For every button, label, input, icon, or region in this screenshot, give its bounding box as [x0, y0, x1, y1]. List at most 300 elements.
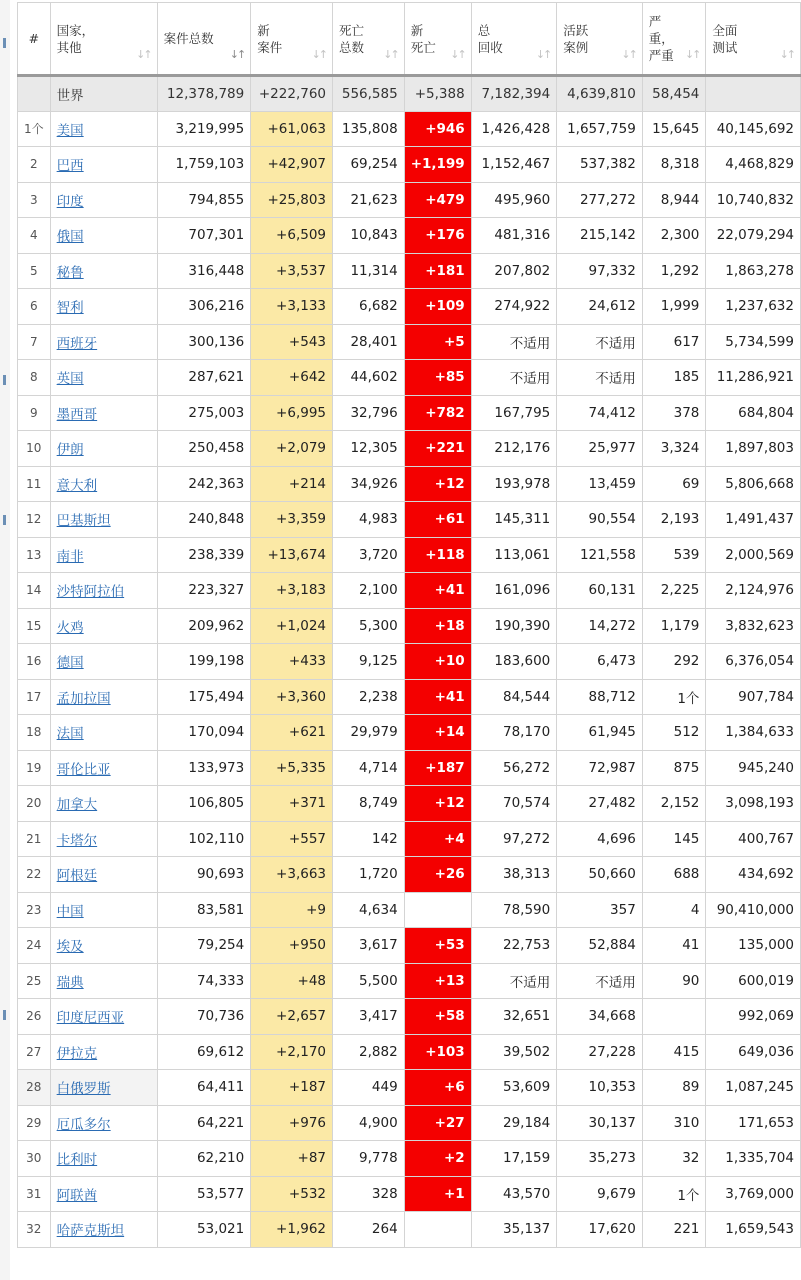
- total-cases-cell: 209,962: [157, 608, 251, 644]
- total-tests-cell: 1,237,632: [706, 289, 801, 325]
- country-link[interactable]: 厄瓜多尔: [56, 1116, 111, 1133]
- rail-marker: [3, 375, 6, 385]
- rail-marker: [3, 38, 6, 48]
- sort-arrows-icon[interactable]: ↓↑: [136, 48, 151, 61]
- country-link[interactable]: 沙特阿拉伯: [56, 584, 125, 601]
- header-text: 死亡: [339, 22, 365, 38]
- sort-arrows-icon[interactable]: ↓↑: [621, 48, 636, 61]
- row-rank: 6: [18, 289, 51, 325]
- recovered-cell: 78,590: [471, 892, 557, 928]
- serious-cases-cell: 292: [642, 644, 706, 680]
- country-cell: [50, 431, 157, 467]
- country-cell: [50, 289, 157, 325]
- row-rank: 22: [18, 857, 51, 893]
- total-tests-cell: 135,000: [706, 928, 801, 964]
- sort-arrows-icon[interactable]: ↓↑: [535, 48, 551, 61]
- country-link[interactable]: 智利: [56, 300, 84, 317]
- total-tests-cell: 1,491,437: [706, 502, 801, 538]
- country-link[interactable]: 南非: [56, 548, 84, 565]
- new-cases-cell: +9: [251, 892, 333, 928]
- new-deaths-cell: +479: [404, 182, 471, 218]
- table-row: [18, 786, 801, 822]
- country-cell: [50, 253, 157, 289]
- country-cell: [50, 644, 157, 680]
- table-row: [18, 999, 801, 1035]
- row-rank: 7: [18, 324, 51, 360]
- recovered-cell: 167,795: [471, 395, 557, 431]
- total-cases-cell: 238,339: [157, 537, 251, 573]
- total-tests-cell: 171,653: [706, 1105, 801, 1141]
- total-deaths-cell: 4,983: [333, 502, 405, 538]
- recovered-cell: 183,600: [471, 644, 557, 680]
- new-deaths-cell: +12: [404, 786, 471, 822]
- total-deaths-cell: 21,623: [333, 182, 405, 218]
- new-deaths-cell: +118: [404, 537, 471, 573]
- country-link[interactable]: 墨西哥: [56, 406, 98, 423]
- row-rank: 26: [18, 999, 51, 1035]
- world-new-cases: +222,760: [251, 76, 333, 112]
- world-total: 12,378,789: [157, 76, 251, 112]
- table-row: [18, 218, 801, 254]
- country-link[interactable]: 印度尼西亚: [56, 1010, 125, 1027]
- new-cases-cell: +6,509: [251, 218, 333, 254]
- total-cases-cell: 74,333: [157, 963, 251, 999]
- total-cases-cell: 794,855: [157, 182, 251, 218]
- table-row: [18, 679, 801, 715]
- row-rank: 3: [18, 182, 51, 218]
- total-tests-cell: 1,659,543: [706, 1212, 801, 1248]
- total-deaths-cell: 28,401: [333, 324, 405, 360]
- total-cases-cell: 106,805: [157, 786, 251, 822]
- row-rank: 32: [18, 1212, 51, 1248]
- row-rank: 4: [18, 218, 51, 254]
- header-text: 其他: [56, 39, 82, 55]
- total-cases-cell: 1,759,103: [157, 147, 251, 183]
- new-deaths-cell: [404, 892, 471, 928]
- header-serious[interactable]: [642, 3, 706, 76]
- total-cases-cell: 70,736: [157, 999, 251, 1035]
- serious-cases-cell: 8,944: [642, 182, 706, 218]
- total-cases-cell: 250,458: [157, 431, 251, 467]
- row-rank: 9: [18, 395, 51, 431]
- serious-cases-cell: 1个: [642, 1176, 706, 1212]
- total-deaths-cell: 135,808: [333, 111, 405, 147]
- row-rank: 8: [18, 360, 51, 396]
- row-rank: 1个: [18, 111, 51, 147]
- total-cases-cell: 306,216: [157, 289, 251, 325]
- country-cell: [50, 573, 157, 609]
- serious-cases-cell: 378: [642, 395, 706, 431]
- country-link[interactable]: 孟加拉国: [56, 690, 111, 707]
- header-country[interactable]: [50, 3, 157, 76]
- country-link[interactable]: 巴西: [56, 158, 84, 175]
- total-tests-cell: 4,468,829: [706, 147, 801, 183]
- total-cases-cell: 64,221: [157, 1105, 251, 1141]
- serious-cases-cell: 2,152: [642, 786, 706, 822]
- active-cases-cell: 357: [557, 892, 643, 928]
- active-cases-cell: 27,482: [557, 786, 643, 822]
- new-cases-cell: +48: [251, 963, 333, 999]
- total-deaths-cell: 5,500: [333, 963, 405, 999]
- serious-cases-cell: 2,225: [642, 573, 706, 609]
- country-link[interactable]: 意大利: [56, 477, 98, 494]
- active-cases-cell: 1,657,759: [557, 111, 643, 147]
- table-row: [18, 253, 801, 289]
- world-serious: 58,454: [642, 76, 706, 112]
- recovered-cell: 1,152,467: [471, 147, 557, 183]
- country-link[interactable]: 英国: [56, 371, 84, 388]
- header-total-cases[interactable]: [157, 3, 251, 76]
- new-cases-cell: +13,674: [251, 537, 333, 573]
- total-cases-cell: 83,581: [157, 892, 251, 928]
- sort-arrows-icon[interactable]: ↓↑: [450, 48, 465, 61]
- serious-cases-cell: 1,179: [642, 608, 706, 644]
- country-cell: [50, 1141, 157, 1177]
- active-cases-cell: 52,884: [557, 928, 643, 964]
- header-text: 重，: [648, 31, 674, 46]
- total-tests-cell: 3,832,623: [706, 608, 801, 644]
- country-link[interactable]: 哈萨克斯坦: [56, 1223, 125, 1240]
- row-rank: 2: [18, 147, 51, 183]
- header-new-deaths[interactable]: [404, 3, 471, 76]
- country-cell: [50, 395, 157, 431]
- table-row: [18, 1105, 801, 1141]
- active-cases-cell: 72,987: [557, 750, 643, 786]
- left-rail: [0, 0, 10, 1280]
- country-link[interactable]: 伊朗: [56, 442, 84, 459]
- recovered-cell: 113,061: [471, 537, 557, 573]
- table-row: [18, 750, 801, 786]
- total-tests-cell: 5,806,668: [706, 466, 801, 502]
- total-tests-cell: 1,087,245: [706, 1070, 801, 1106]
- serious-cases-cell: [642, 999, 706, 1035]
- new-deaths-cell: +53: [404, 928, 471, 964]
- total-tests-cell: 5,734,599: [706, 324, 801, 360]
- recovered-cell: 39,502: [471, 1034, 557, 1070]
- sort-arrows-icon[interactable]: ↓↑: [779, 48, 794, 61]
- new-cases-cell: +2,079: [251, 431, 333, 467]
- serious-cases-cell: 1,999: [642, 289, 706, 325]
- total-deaths-cell: 3,720: [333, 537, 405, 573]
- country-link[interactable]: 白俄罗斯: [56, 1081, 111, 1098]
- country-cell: [50, 147, 157, 183]
- total-deaths-cell: 2,100: [333, 573, 405, 609]
- header-text: 测试: [712, 39, 738, 55]
- header-active[interactable]: [557, 3, 643, 76]
- total-deaths-cell: 12,305: [333, 431, 405, 467]
- new-deaths-cell: +41: [404, 573, 471, 609]
- rail-marker: [3, 515, 6, 525]
- recovered-cell: 38,313: [471, 857, 557, 893]
- serious-cases-cell: 69: [642, 466, 706, 502]
- serious-cases-cell: 2,300: [642, 218, 706, 254]
- serious-cases-cell: 221: [642, 1212, 706, 1248]
- country-link[interactable]: 阿联酋: [56, 1187, 98, 1204]
- recovered-cell: 29,184: [471, 1105, 557, 1141]
- header-text: 严: [648, 14, 662, 29]
- table-row: [18, 537, 801, 573]
- total-cases-cell: 133,973: [157, 750, 251, 786]
- table-row: [18, 111, 801, 147]
- total-tests-cell: 992,069: [706, 999, 801, 1035]
- table-row: [18, 1141, 801, 1177]
- active-cases-cell: 34,668: [557, 999, 643, 1035]
- row-rank: 5: [18, 253, 51, 289]
- total-cases-cell: 707,301: [157, 218, 251, 254]
- total-cases-cell: 287,621: [157, 360, 251, 396]
- recovered-cell: 56,272: [471, 750, 557, 786]
- country-link[interactable]: 瑞典: [56, 974, 84, 991]
- active-cases-cell: 90,554: [557, 502, 643, 538]
- table-row: [18, 1070, 801, 1106]
- header-text: 总数: [339, 39, 365, 55]
- total-tests-cell: 40,145,692: [706, 111, 801, 147]
- country-cell: [50, 1176, 157, 1212]
- total-deaths-cell: 449: [333, 1070, 405, 1106]
- country-link[interactable]: 火鸡: [56, 619, 84, 636]
- serious-cases-cell: 688: [642, 857, 706, 893]
- country-cell: [50, 324, 157, 360]
- new-cases-cell: +642: [251, 360, 333, 396]
- table-row: [18, 1212, 801, 1248]
- row-rank: 15: [18, 608, 51, 644]
- serious-cases-cell: 8,318: [642, 147, 706, 183]
- sort-arrows-icon[interactable]: ↓↑: [311, 48, 327, 61]
- active-cases-cell: 121,558: [557, 537, 643, 573]
- total-deaths-cell: 69,254: [333, 147, 405, 183]
- recovered-cell: 32,651: [471, 999, 557, 1035]
- total-deaths-cell: 11,314: [333, 253, 405, 289]
- recovered-cell: 274,922: [471, 289, 557, 325]
- header-text: 国家，: [56, 22, 95, 38]
- header-rank[interactable]: [18, 3, 51, 76]
- recovered-cell: 193,978: [471, 466, 557, 502]
- active-cases-cell: 537,382: [557, 147, 643, 183]
- country-cell: [50, 608, 157, 644]
- new-cases-cell: +3,359: [251, 502, 333, 538]
- table-row: [18, 431, 801, 467]
- new-deaths-cell: +26: [404, 857, 471, 893]
- new-deaths-cell: +61: [404, 502, 471, 538]
- country-cell: [50, 1070, 157, 1106]
- total-deaths-cell: 8,749: [333, 786, 405, 822]
- header-new-cases[interactable]: [251, 3, 333, 76]
- serious-cases-cell: 2,193: [642, 502, 706, 538]
- header-text: 新: [257, 22, 270, 38]
- new-cases-cell: +3,663: [251, 857, 333, 893]
- country-link[interactable]: 俄国: [56, 229, 84, 246]
- active-cases-cell: 25,977: [557, 431, 643, 467]
- new-cases-cell: +1,962: [251, 1212, 333, 1248]
- total-tests-cell: 434,692: [706, 857, 801, 893]
- table-row: [18, 466, 801, 502]
- new-cases-cell: +2,170: [251, 1034, 333, 1070]
- country-cell: [50, 857, 157, 893]
- total-cases-cell: 199,198: [157, 644, 251, 680]
- new-cases-cell: +1,024: [251, 608, 333, 644]
- total-tests-cell: 11,286,921: [706, 360, 801, 396]
- table-row: [18, 395, 801, 431]
- serious-cases-cell: 32: [642, 1141, 706, 1177]
- new-deaths-cell: +6: [404, 1070, 471, 1106]
- table-body: [18, 76, 801, 1248]
- table-row: [18, 147, 801, 183]
- table-row: [18, 608, 801, 644]
- new-cases-cell: +557: [251, 821, 333, 857]
- country-link[interactable]: 巴基斯坦: [56, 513, 111, 530]
- recovered-cell: 84,544: [471, 679, 557, 715]
- new-deaths-cell: +41: [404, 679, 471, 715]
- table-row: [18, 1176, 801, 1212]
- serious-cases-cell: 310: [642, 1105, 706, 1141]
- total-tests-cell: 90,410,000: [706, 892, 801, 928]
- country-link[interactable]: 美国: [56, 122, 84, 139]
- new-cases-cell: +532: [251, 1176, 333, 1212]
- country-link[interactable]: 秘鲁: [56, 264, 84, 281]
- total-cases-cell: 240,848: [157, 502, 251, 538]
- recovered-cell: 17,159: [471, 1141, 557, 1177]
- new-cases-cell: +87: [251, 1141, 333, 1177]
- sort-desc-icon[interactable]: ↓↑: [229, 48, 245, 61]
- country-link[interactable]: 中国: [56, 903, 84, 920]
- active-cases-cell: 14,272: [557, 608, 643, 644]
- header-total-deaths[interactable]: [333, 3, 405, 76]
- total-deaths-cell: 4,714: [333, 750, 405, 786]
- table-row: [18, 182, 801, 218]
- total-deaths-cell: 9,778: [333, 1141, 405, 1177]
- world-rank: [18, 76, 51, 112]
- country-link[interactable]: 比利时: [56, 1152, 98, 1169]
- recovered-cell: 481,316: [471, 218, 557, 254]
- country-cell: [50, 1212, 157, 1248]
- recovered-cell: 161,096: [471, 573, 557, 609]
- serious-cases-cell: 415: [642, 1034, 706, 1070]
- country-cell: [50, 1105, 157, 1141]
- recovered-cell: 207,802: [471, 253, 557, 289]
- active-cases-cell: 17,620: [557, 1212, 643, 1248]
- row-rank: 23: [18, 892, 51, 928]
- new-deaths-cell: +13: [404, 963, 471, 999]
- total-deaths-cell: 2,238: [333, 679, 405, 715]
- country-cell: [50, 750, 157, 786]
- country-link[interactable]: 德国: [56, 655, 84, 672]
- recovered-cell: 97,272: [471, 821, 557, 857]
- recovered-cell: 78,170: [471, 715, 557, 751]
- sort-arrows-icon[interactable]: ↓↑: [383, 48, 398, 61]
- total-tests-cell: 1,897,803: [706, 431, 801, 467]
- total-cases-cell: 170,094: [157, 715, 251, 751]
- world-active: 4,639,810: [557, 76, 643, 112]
- recovered-cell: 70,574: [471, 786, 557, 822]
- new-cases-cell: +5,335: [251, 750, 333, 786]
- total-cases-cell: 79,254: [157, 928, 251, 964]
- country-link[interactable]: 阿根廷: [56, 868, 98, 885]
- table-row: [18, 644, 801, 680]
- country-link[interactable]: 印度: [56, 193, 84, 210]
- total-deaths-cell: 10,843: [333, 218, 405, 254]
- serious-cases-cell: 512: [642, 715, 706, 751]
- active-cases-cell: 9,679: [557, 1176, 643, 1212]
- serious-cases-cell: 1个: [642, 679, 706, 715]
- header-text: 严重: [648, 48, 674, 63]
- new-deaths-cell: [404, 1212, 471, 1248]
- header-text: 回收: [477, 39, 503, 55]
- world-recovered: 7,182,394: [471, 76, 557, 112]
- new-deaths-cell: +10: [404, 644, 471, 680]
- row-rank: 21: [18, 821, 51, 857]
- total-tests-cell: 2,124,976: [706, 573, 801, 609]
- country-link[interactable]: 加拿大: [56, 797, 98, 814]
- recovered-cell: 43,570: [471, 1176, 557, 1212]
- new-cases-cell: +3,360: [251, 679, 333, 715]
- recovered-cell: 190,390: [471, 608, 557, 644]
- country-link[interactable]: 埃及: [56, 939, 84, 956]
- total-deaths-cell: 142: [333, 821, 405, 857]
- country-link[interactable]: 卡塔尔: [56, 832, 98, 849]
- new-deaths-cell: +5: [404, 324, 471, 360]
- country-cell: [50, 111, 157, 147]
- total-cases-cell: 242,363: [157, 466, 251, 502]
- country-link[interactable]: 西班牙: [56, 335, 98, 352]
- new-cases-cell: +543: [251, 324, 333, 360]
- new-cases-cell: +371: [251, 786, 333, 822]
- country-cell: [50, 999, 157, 1035]
- country-link[interactable]: 哥伦比亚: [56, 761, 111, 778]
- active-cases-cell: 4,696: [557, 821, 643, 857]
- recovered-cell: 212,176: [471, 431, 557, 467]
- table-row: [18, 502, 801, 538]
- active-cases-cell: 88,712: [557, 679, 643, 715]
- table-row: [18, 324, 801, 360]
- new-cases-cell: +621: [251, 715, 333, 751]
- new-deaths-cell: +181: [404, 253, 471, 289]
- new-cases-cell: +950: [251, 928, 333, 964]
- row-rank: 19: [18, 750, 51, 786]
- country-link[interactable]: 伊拉克: [56, 1045, 98, 1062]
- sort-arrows-icon[interactable]: ↓↑: [684, 48, 700, 61]
- serious-cases-cell: 90: [642, 963, 706, 999]
- header-text: 死亡: [410, 39, 436, 55]
- serious-cases-cell: 15,645: [642, 111, 706, 147]
- total-cases-cell: 300,136: [157, 324, 251, 360]
- serious-cases-cell: 4: [642, 892, 706, 928]
- serious-cases-cell: 539: [642, 537, 706, 573]
- total-deaths-cell: 264: [333, 1212, 405, 1248]
- total-deaths-cell: 5,300: [333, 608, 405, 644]
- country-link[interactable]: 法国: [56, 726, 84, 743]
- recovered-cell: 不适用: [471, 963, 557, 999]
- active-cases-cell: 74,412: [557, 395, 643, 431]
- world-label: 世界: [50, 76, 157, 112]
- total-cases-cell: 53,021: [157, 1212, 251, 1248]
- new-cases-cell: +433: [251, 644, 333, 680]
- header-text: 案件: [257, 39, 283, 55]
- header-tests[interactable]: [706, 3, 801, 76]
- total-deaths-cell: 3,417: [333, 999, 405, 1035]
- country-cell: [50, 182, 157, 218]
- country-cell: [50, 466, 157, 502]
- country-cell: [50, 360, 157, 396]
- row-rank: 13: [18, 537, 51, 573]
- total-deaths-cell: 34,926: [333, 466, 405, 502]
- header-recovered[interactable]: [471, 3, 557, 76]
- total-deaths-cell: 328: [333, 1176, 405, 1212]
- total-deaths-cell: 6,682: [333, 289, 405, 325]
- row-rank: 25: [18, 963, 51, 999]
- new-deaths-cell: +12: [404, 466, 471, 502]
- new-cases-cell: +3,183: [251, 573, 333, 609]
- country-cell: [50, 537, 157, 573]
